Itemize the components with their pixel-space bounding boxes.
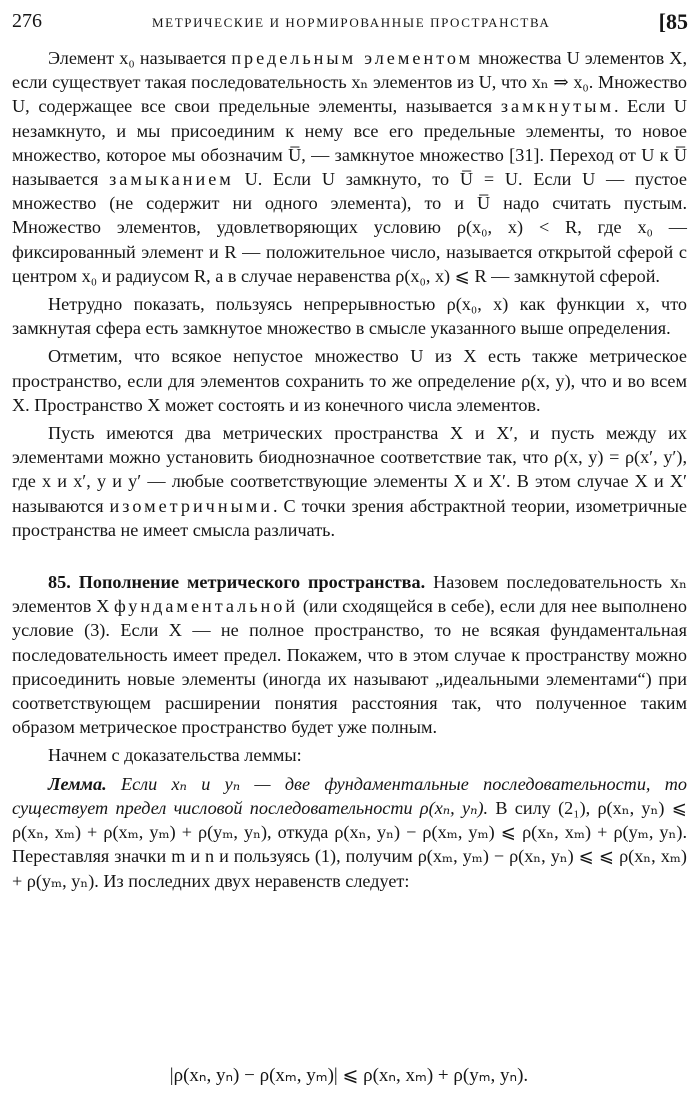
- paragraph-isometric: [12, 421, 687, 542]
- page-body: [12, 46, 687, 893]
- lemma-statement: Если xₙ и yₙ — две фундаментальные последовательности, то существует предел числовой последовательности ρ(xₙ, yₙ).: [12, 773, 687, 818]
- paragraph-closed-sphere: Нетрудно показать, пользуясь непрерывностью ρ(x₀, x) как функции x, что замкнутая сфера есть замкнутое множество в смысле указанного выше определения.: [12, 294, 687, 339]
- paragraph-subspace: Отметим, что всякое непустое множество U из X есть также метрическое пространство, если для элементов сохранить то же определение ρ(x, y), что и во всем X. Пространство X может состоять и из конечного числа элементов.: [12, 346, 687, 415]
- text-run: . Если U незамкнуто, и мы присоединим к нему все его предельные элементы, то новое множество, которое мы обозначим U̅, — замкнутое множество [31]. Переход от U к U̅ называется: [12, 96, 687, 190]
- page-header: [12, 10, 688, 40]
- page-number: 276: [12, 10, 42, 32]
- running-title: МЕТРИЧЕСКИЕ И НОРМИРОВАННЫЕ ПРОСТРАНСТВА: [152, 15, 551, 30]
- spaced-term: замкнутым: [500, 96, 614, 117]
- text-run: Элемент x₀ называется: [48, 48, 232, 68]
- paragraph-lemma: [12, 772, 687, 893]
- lemma-title: Лемма.: [48, 773, 107, 794]
- display-formula: |ρ(xₙ, yₙ) − ρ(xₘ, yₘ)| ⩽ ρ(xₙ, xₘ) + ρ(yₘ, yₙ).: [169, 1065, 529, 1086]
- spaced-term: предельным элементом: [231, 48, 474, 68]
- text-run: Назовем последовательность xₙ элементов X: [12, 572, 687, 617]
- spaced-term: фундаментальной: [113, 596, 299, 617]
- text-run: Пусть имеются два метрических пространства X и X′, и пусть между их элементами можно установить биоднозначное соответствие так, что ρ(x, y) = ρ(x′, y′), где x и x′, y и y′ — любые соответствующие элементы X и X′. В этом случае X и X′ называются: [12, 423, 687, 516]
- section-gap: [12, 542, 687, 570]
- paragraph-section-85: [12, 570, 687, 739]
- paragraph-lemma-intro: Начнем с доказательства леммы:: [48, 745, 302, 766]
- section-marker: [85: [658, 9, 688, 34]
- text-run: множества U элементов X, если существует такая последовательность xₙ элементов из U, что xₙ ⇒ x₀. Множество U, содержащее все свои предельные элементы, называется: [12, 48, 687, 117]
- spaced-term: замыканием: [109, 169, 234, 190]
- text-run: (или сходящейся в себе), если для нее выполнено условие (3). Если X — не полное пространство, то не всякая фундаментальная последовательность имеет предел. Покажем, что в этом случае к пространству можно присоединить новые элементы (иногда их называют „идеальными элементами“) при соответствующем расширении понятия расстояния так, что полученное таким образом метрическое пространство будет уже полным.: [12, 596, 688, 738]
- lemma-proof: В силу (2₁), ρ(xₙ, yₙ) ⩽ ρ(xₙ, xₘ) + ρ(xₘ, yₘ) + ρ(yₘ, yₙ), откуда ρ(xₙ, yₙ) − ρ(xₘ, yₘ) ⩽ ρ(xₙ, xₘ) + ρ(yₘ, yₙ). Переставляя значки m и n и пользуясь (1), получим ρ(xₘ, yₘ) − ρ(xₙ, yₙ) ⩽ ⩽ ρ(xₙ, xₘ) + ρ(yₘ, yₙ). Из последних двух неравенств следует:: [12, 797, 687, 891]
- text-run: U. Если U замкнуто, то U̅ = U. Если U — пустое множество (не содержит ни одного элемента), то и U̅ надо считать пустым. Множество элементов, удовлетворяющих условию ρ(x₀, x) < R, где x₀ — фиксированный элемент и R — положительное число, называется открытой сферой с центром x₀ и радиусом R, а в случае неравенства ρ(x₀, x) ⩽ R — замкнутой сферой.: [12, 169, 687, 286]
- spaced-term: изометричными: [109, 495, 274, 516]
- text-run: . С точки зрения абстрактной теории, изометричные пространства не имеет смысла различать.: [12, 495, 688, 540]
- paragraph-limit-elements: [12, 46, 687, 288]
- section-heading: 85. Пополнение метрического пространства.: [48, 572, 426, 593]
